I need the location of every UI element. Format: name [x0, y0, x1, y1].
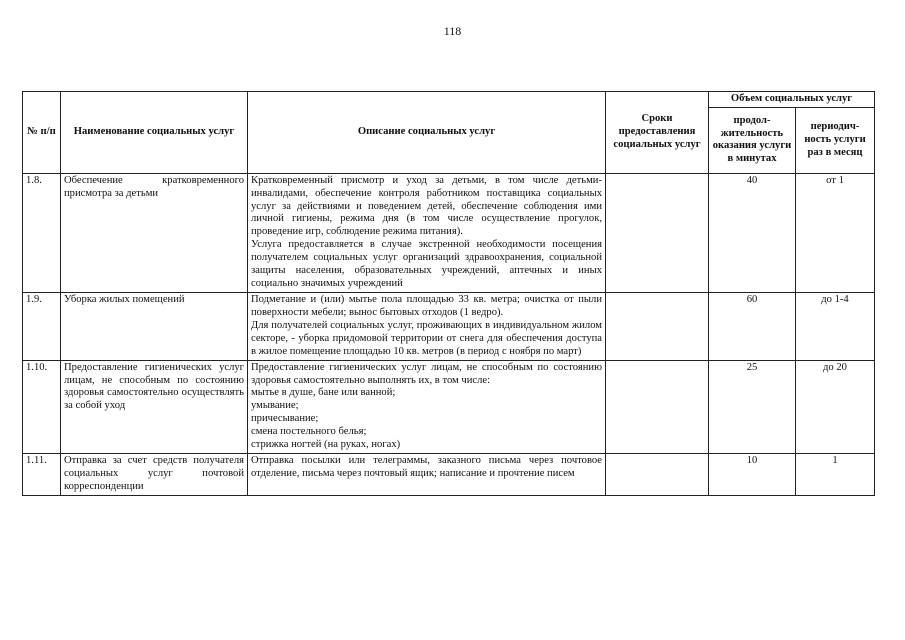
table-row — [23, 173, 875, 292]
service-duration: 25 — [709, 360, 796, 453]
service-terms — [606, 293, 709, 361]
row-number: 1.11. — [23, 454, 61, 496]
table-row — [23, 454, 875, 496]
header-description: Описание социальных услуг — [248, 92, 606, 174]
table-row — [23, 293, 875, 361]
page-number: 118 — [443, 24, 462, 38]
service-description — [248, 173, 606, 292]
service-terms — [606, 173, 709, 292]
header-terms: Сроки предоставления социальных услуг — [606, 92, 709, 174]
description-line: причесывание; — [251, 413, 319, 425]
description-line: Предоставление гигиенических услуг лицам, не способным по состоянию здоровья самостоятельно выполнять их, в том числе: — [251, 361, 602, 386]
service-duration: 40 — [709, 173, 796, 292]
header-volume: Объем социальных услуг — [709, 92, 875, 108]
row-number: 1.8. — [23, 173, 61, 292]
service-frequency: до 1-4 — [796, 293, 875, 361]
description-line: Для получателей социальных услуг, проживающих в индивидуальном жилом секторе, - уборка придомовой территории от снега для обеспечения доступа в жилое помещение площадью 10 кв. метров (в период с ноября по март) — [251, 319, 602, 357]
description-line: мытье в душе, бане или ванной; — [251, 387, 396, 399]
row-number: 1.9. — [23, 293, 61, 361]
service-duration: 60 — [709, 293, 796, 361]
table-header-row — [23, 92, 875, 108]
service-terms — [606, 360, 709, 453]
service-description — [248, 293, 606, 361]
service-terms — [606, 454, 709, 496]
service-name: Уборка жилых помещений — [61, 293, 248, 361]
service-name: Отправка за счет средств получателя социальных услуг почтовой корреспонденции — [61, 454, 248, 496]
table-row — [23, 360, 875, 453]
description-line: смена постельного белья; — [251, 426, 367, 438]
description-line: стрижка ногтей (на руках, ногах) — [251, 439, 401, 451]
header-frequency: периодич-ность услуги раз в месяц — [796, 107, 875, 173]
service-frequency: до 20 — [796, 360, 875, 453]
description-line: Подметание и (или) мытье пола площадью 33 кв. метра; очистка от пыли поверхности мебели; вынос бытовых отходов (1 ведро). — [251, 294, 602, 318]
header-duration: продол-жительность оказания услуги в минутах — [709, 107, 796, 173]
social-services-table — [22, 91, 875, 496]
service-duration: 10 — [709, 454, 796, 496]
service-name: Предоставление гигиенических услуг лицам, не способным по состоянию здоровья самостоятельно осуществлять за собой уход — [61, 360, 248, 453]
service-description — [248, 360, 606, 453]
row-number: 1.10. — [23, 360, 61, 453]
description-line: Услуга предоставляется в случае экстренной необходимости посещения получателем социальных услуг организаций здравоохранения, социальной защиты населения, образовательных учреждений, аптечных и иных социально значимых учреждений — [251, 239, 602, 290]
description-line: Отправка посылки или телеграммы, заказного письма через почтовое отделение, письма через почтовый ящик; написание и прочтение писем — [251, 455, 602, 479]
service-name: Обеспечение кратковременного присмотра за детьми — [61, 173, 248, 292]
service-frequency: 1 — [796, 454, 875, 496]
description-line: умывание; — [251, 400, 299, 412]
service-description — [248, 454, 606, 496]
header-service-name: Наименование социальных услуг — [61, 92, 248, 174]
description-line: Кратковременный присмотр и уход за детьми, в том числе детьми-инвалидами, обеспечение контроля работником поставщика социальных услуг за действиями и поведением детей, обеспечение соблюдения ими личной гигиены, режима дня (в том числе осуществление прогулок, проведение игр, соблюдение режима питания). — [251, 174, 602, 238]
service-frequency: от 1 — [796, 173, 875, 292]
header-num: № п/п — [23, 92, 61, 174]
